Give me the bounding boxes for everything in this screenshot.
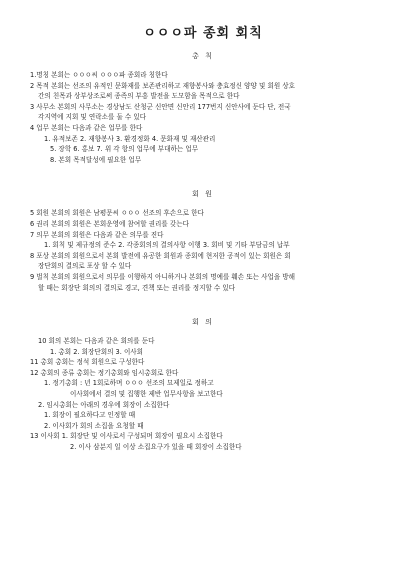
document-body	[30, 51, 376, 453]
article-line: 1. 회장이 필요하다고 인정할 때	[44, 411, 136, 420]
article-line: 6 권리 본회의 회원은 본회운영에 참여할 권리를 갖는다	[30, 219, 189, 228]
article-line: 1. 정기총회 : 년 1회로하며 ㅇㅇㅇ 선조의 묘제일로 정하고	[44, 379, 214, 388]
section-heading: 회 의	[192, 318, 214, 327]
article-line: 1. 총회 2. 회장단회의 3. 이사회	[50, 347, 144, 356]
article-line: 9 벌칙 본회의 회원으로서 의무를 이행하지 아니하거나 본회의 명예를 훼손 또는 사업을 방해	[30, 272, 296, 281]
article-line: 이사회에서 결의 및 집행한 제반 업무사항을 보고한다	[70, 390, 223, 399]
article-line: 간의 친목과 상부상조로써 종족의 부흥 발전을 도모함을 목적으로 한다	[38, 92, 240, 101]
section-heading: 회 원	[192, 190, 214, 199]
article-line: 8. 본회 목적달성에 필요한 업무	[50, 155, 142, 164]
article-line: 8 포상 본회의 회원으로서 본회 발전에 유공한 회원과 종회에 현저한 공적이 있는 회원은 회	[30, 251, 291, 260]
section-gap	[30, 293, 376, 307]
article-line: 2. 임시총회는 아래의 경우에 회장이 소집한다	[38, 400, 170, 409]
article-line: 5. 장학 6. 홍보 7. 위 각 항의 업무에 부대하는 업무	[50, 145, 199, 154]
article-line: 2 목적 본회는 선조의 유적인 문화재를 보존관리하고 재향봉사와 충효정신 양양 및 회원 상호	[30, 81, 296, 90]
article-line: 4 업무 본회는 다음과 같은 업무를 한다	[30, 123, 143, 132]
article-line: 2. 이사회가 회의 소집을 요청할 때	[44, 421, 144, 430]
article-line: 7 의무 본회의 회원은 다음과 같은 의무를 진다	[30, 230, 164, 239]
document-title: ㅇㅇㅇ파 종회 회칙	[143, 26, 263, 41]
article-line: 10 회의 본회는 다음과 같은 회의를 둔다	[38, 337, 155, 346]
article-line: 13 이사회 1. 회장단 및 이사로서 구성되며 회장이 필요시 소집한다	[30, 432, 223, 441]
article-line: 1.명칭 본회는 ㅇㅇㅇ씨 ㅇㅇㅇ파 종회라 칭한다	[30, 71, 168, 79]
article-line: 11 총회 총회는 정석 회원으로 구성한다	[30, 358, 145, 367]
article-line: 1. 유적보존 2. 재향봉사 3. 환경정화 4. 문화재 및 재산관리	[44, 134, 216, 143]
article-line: 1. 회칙 및 제규정의 준수 2. 각종회의의 결의사항 이행 3. 회비 및 기타 부담금의 납부	[44, 241, 290, 250]
section-heading: 총 칙	[192, 52, 214, 60]
article-line: 각지역에 지회 및 연락소를 둘 수 있다	[38, 113, 147, 122]
article-line: 12 총회의 종류 총회는 정기총회와 임시총회로 한다	[30, 368, 179, 377]
article-line: 할 때는 회장단 회의의 결의로 경고, 견책 또는 권리를 정지할 수 있다	[38, 283, 236, 292]
article-line: 5 회원 본회의 회원은 남평문씨 ㅇㅇㅇ 선조의 후손으로 한다	[30, 209, 204, 218]
article-line: 2. 이사 삼분지 일 이상 소집요구가 있을 때 회장이 소집한다	[70, 443, 242, 452]
article-line: 3 사무소 본회의 사무소는 경상남도 산청군 신안면 신안리 177번지 신안사에 둔다 단, 전국	[30, 102, 291, 111]
article-line: 장단회의 결의로 포상 할 수 있다	[38, 262, 132, 271]
section-gap	[30, 165, 376, 179]
